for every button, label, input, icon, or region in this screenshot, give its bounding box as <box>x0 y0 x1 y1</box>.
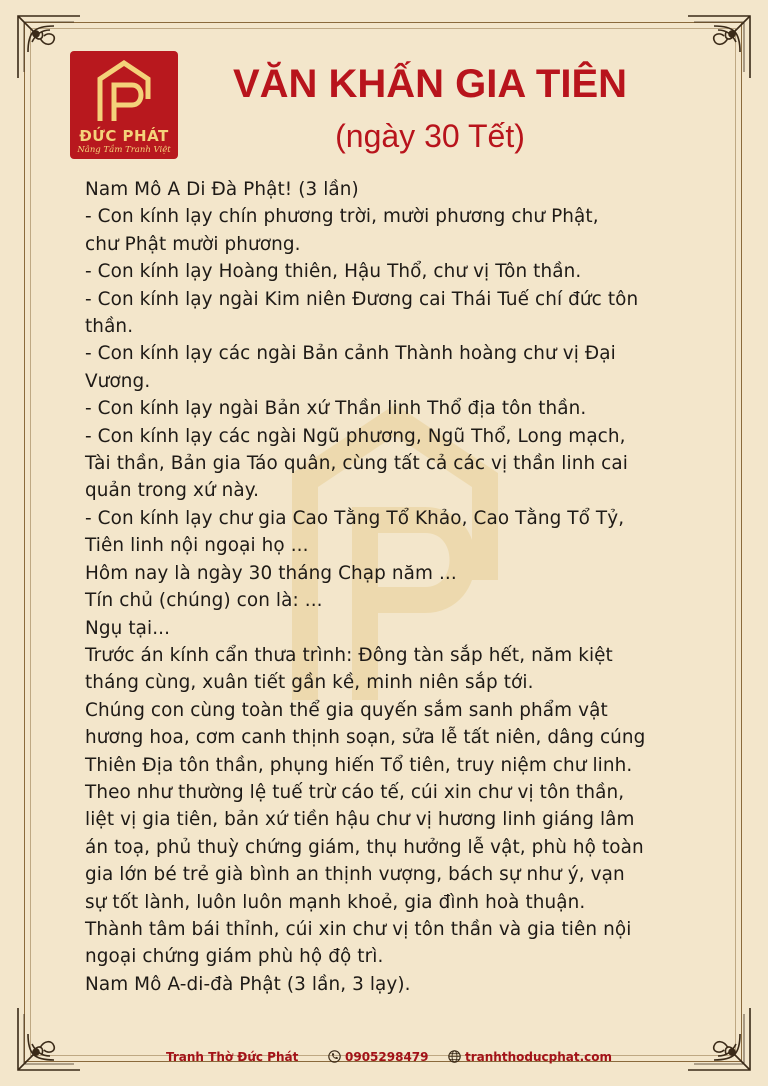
text-line: - Con kính lạy các ngài Ngũ phương, Ngũ Thổ, Long mạch, <box>85 425 626 447</box>
text-line: - Con kính lạy các ngài Bản cảnh Thành hoàng chư vị Đại <box>85 343 616 365</box>
text-line: liệt vị gia tiên, bản xứ tiền hậu chư vị hương linh giáng lâm <box>85 809 635 831</box>
text-line: Tài thần, Bản gia Táo quân, cùng tất cả các vị thần linh cai <box>85 453 628 475</box>
text-line: Hôm nay là ngày 30 tháng Chạp năm ... <box>85 562 457 584</box>
text-line: - Con kính lạy ngài Bản xứ Thần linh Thổ địa tôn thần. <box>85 398 587 420</box>
text-line: Vương. <box>85 370 151 392</box>
footer-website[interactable] <box>448 1050 612 1064</box>
text-line: - Con kính lạy Hoàng thiên, Hậu Thổ, chư vị Tôn thần. <box>85 261 582 283</box>
text-line: Tiên linh nội ngoại họ ... <box>85 535 309 557</box>
text-line: sự tốt lành, luôn luôn mạnh khoẻ, gia đình hoà thuận. <box>85 891 586 913</box>
page-subtitle: (ngày 30 Tết) <box>335 118 525 154</box>
text-line: chư Phật mười phương. <box>85 233 301 255</box>
text-line: gia lớn bé trẻ già bình an thịnh vượng, bách sự như ý, vạn <box>85 864 625 886</box>
text-line: Tín chủ (chúng) con là: ... <box>85 590 323 612</box>
brand-slogan: Nâng Tầm Tranh Việt <box>77 145 171 155</box>
text-line: thần. <box>85 316 134 338</box>
text-line: Theo như thường lệ tuế trừ cáo tế, cúi xin chư vị tôn thần, <box>85 781 625 803</box>
text-line: Thành tâm bái thỉnh, cúi xin chư vị tôn thần và gia tiên nội <box>85 918 632 940</box>
text-line: Ngụ tại... <box>85 617 171 639</box>
brand-name: ĐỨC PHÁT <box>79 127 169 145</box>
footer-company: Tranh Thờ Đức Phát <box>166 1050 299 1064</box>
footer-phone-number: 0905298479 <box>345 1050 429 1064</box>
brand-logo[interactable] <box>70 51 178 159</box>
footer <box>0 1050 768 1068</box>
text-line: tháng cùng, xuân tiết gần kề, minh niên sắp tới. <box>85 672 534 694</box>
text-line: Nam Mô A Di Đà Phật! (3 lần) <box>85 179 359 200</box>
page-title: VĂN KHẤN GIA TIÊN <box>232 62 628 106</box>
prayer-text <box>85 176 695 998</box>
text-line: - Con kính lạy chín phương trời, mười phương chư Phật, <box>85 206 599 228</box>
text-line: Thiên Địa tôn thần, phụng hiến Tổ tiên, truy niệm chư linh. <box>85 754 633 776</box>
text-line: Trước án kính cẩn thưa trình: Đông tàn sắp hết, năm kiệt <box>85 644 613 666</box>
text-line: Chúng con cùng toàn thể gia quyến sắm sanh phẩm vật <box>85 699 608 721</box>
globe-icon <box>448 1050 461 1063</box>
text-line: hương hoa, cơm canh thịnh soạn, sửa lễ tất niên, dâng cúng <box>85 727 646 749</box>
corner-ornament-icon <box>684 12 754 82</box>
text-line: ngoại chứng giám phù hộ độ trì. <box>85 946 384 968</box>
footer-phone[interactable] <box>328 1050 429 1064</box>
text-line: Nam Mô A-di-đà Phật (3 lần, 3 lạy). <box>85 973 411 995</box>
footer-website-url: tranhthoducphat.com <box>465 1050 612 1064</box>
text-line: án toạ, phủ thuỳ chứng giám, thụ hưởng lễ vật, phù hộ toàn <box>85 836 644 858</box>
text-line: quản trong xứ này. <box>85 480 260 502</box>
brand-mark-icon <box>92 59 156 125</box>
text-line: - Con kính lạy chư gia Cao Tằng Tổ Khảo, Cao Tằng Tổ Tỷ, <box>85 507 625 529</box>
text-line: - Con kính lạy ngài Kim niên Đương cai Thái Tuế chí đức tôn <box>85 288 639 310</box>
phone-icon <box>328 1050 341 1063</box>
